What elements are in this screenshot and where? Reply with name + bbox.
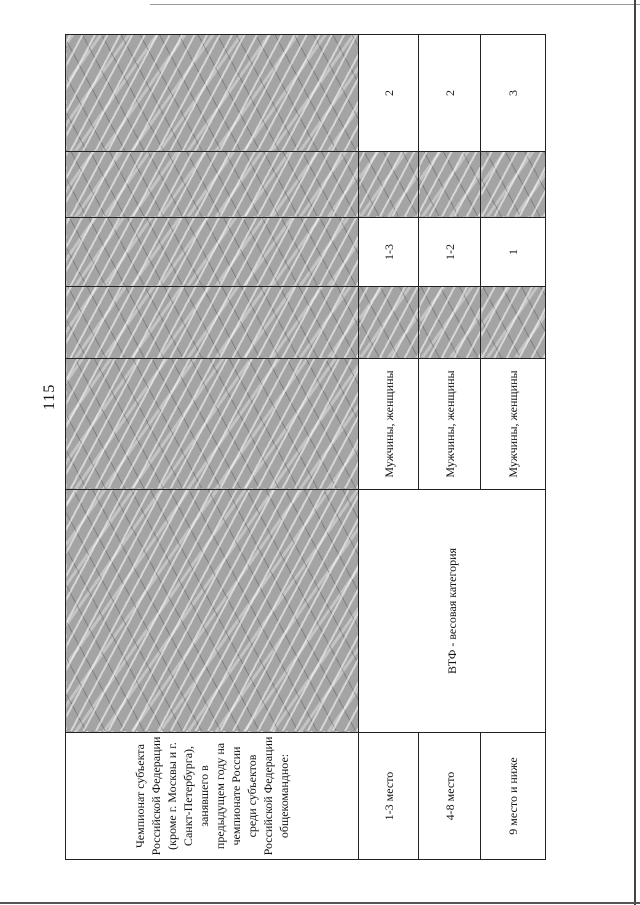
places-range-cell: 1-2 [419,218,481,287]
table-row [419,35,481,860]
scan-edge-bottom [0,902,640,904]
page-number: 115 [41,383,58,410]
competition-header-cell: Чемпионат субъекта Российской Федерации (кроме г. Москвы и г. Санкт-Петербурга), занявшего в предыдущем году на чемпионате России среди субъектов Российской Федерации общекомандное: [66,733,359,860]
shaded-cell [66,287,359,359]
value-cell: 2 [359,35,419,152]
gender-cell: Мужчины, женщины [419,359,481,490]
place-cell: 9 место и ниже [481,733,546,860]
shaded-cell [419,287,481,359]
shaded-cell [66,359,359,490]
rotated-document-page [41,35,545,860]
category-label: ВТФ - весовая категория [445,547,459,675]
table-row [359,35,419,860]
table-row [481,35,546,860]
places-range-cell: 1-3 [359,218,419,287]
shaded-cell [359,152,419,218]
shaded-cell [481,287,546,359]
value-cell: 2 [419,35,481,152]
gender-cell: Мужчины, женщины [359,359,419,490]
place-cell: 1-3 место [359,733,419,860]
shaded-cell [66,152,359,218]
scan-edge-top [150,4,640,5]
scan-edge-right [634,0,636,905]
shaded-cell [419,152,481,218]
weight-category-cell [359,490,546,733]
shaded-cell [66,490,359,733]
shaded-cell [481,152,546,218]
value-cell: 3 [481,35,546,152]
shaded-cell [66,218,359,287]
table-header-row [66,35,359,860]
places-range-cell: 1 [481,218,546,287]
shaded-cell [66,35,359,152]
sports-category-table [65,34,546,860]
gender-cell: Мужчины, женщины [481,359,546,490]
place-cell: 4-8 место [419,733,481,860]
shaded-cell [359,287,419,359]
